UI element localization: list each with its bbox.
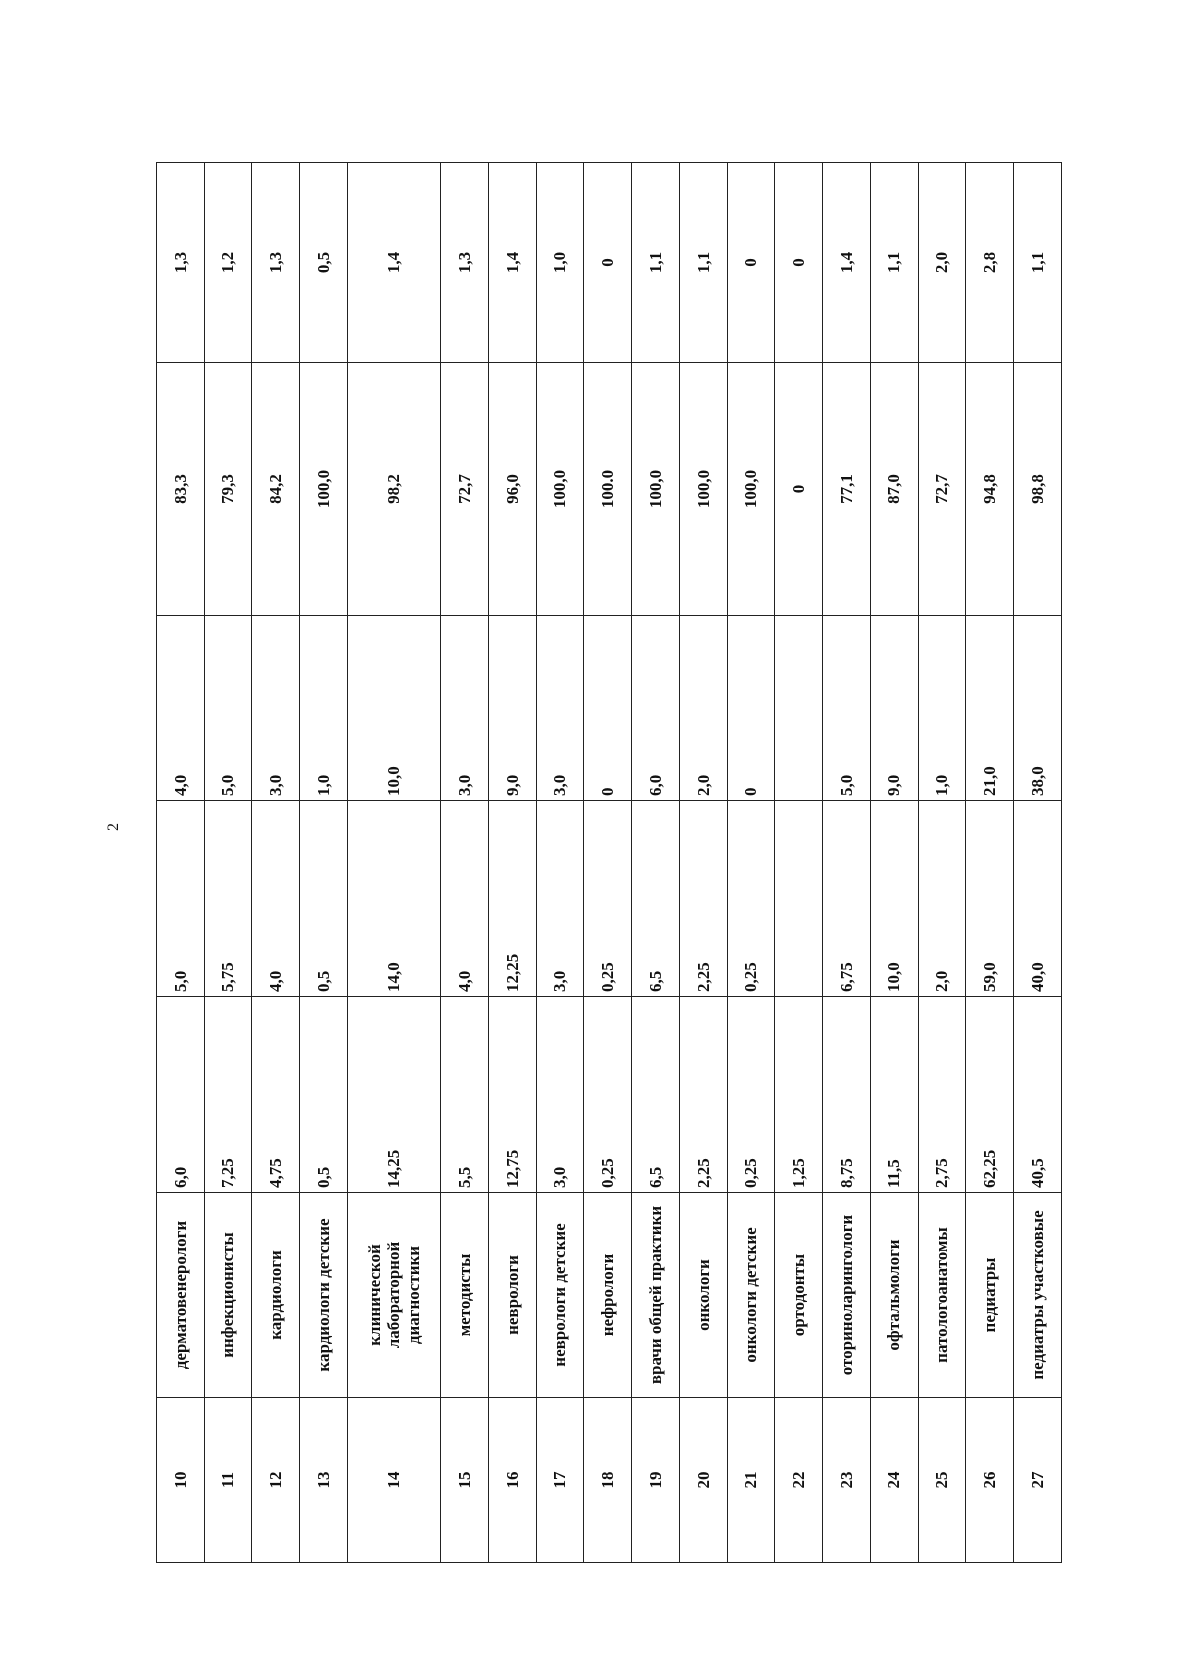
value-c-cell: 1,0 [918,616,966,801]
value-c-cell [775,616,823,801]
table-row [727,163,775,1563]
row-number-cell: 17 [536,1398,584,1563]
table-row [300,163,348,1563]
value-c-cell: 9,0 [488,616,536,801]
value-b-cell: 5,75 [204,801,252,997]
value-e-cell: 1,0 [536,163,584,363]
page-number: 2 [105,823,122,831]
value-d-cell: 100,0 [727,363,775,616]
value-b-cell: 12,25 [488,801,536,997]
staffing-table-container [156,163,1062,1563]
table-row [823,163,871,1563]
row-number-cell: 24 [870,1398,918,1563]
value-b-cell: 4,0 [252,801,300,997]
value-b-cell: 3,0 [536,801,584,997]
specialty-cell: клинической лабораторной диагностики [347,1193,440,1398]
value-c-cell: 5,0 [204,616,252,801]
value-a-cell: 0,25 [727,997,775,1193]
table-row [488,163,536,1563]
specialty-cell: врачи общей практики [632,1193,680,1398]
value-b-cell [775,801,823,997]
specialty-cell: ортодонты [775,1193,823,1398]
table-row [347,163,440,1563]
value-c-cell: 9,0 [870,616,918,801]
value-a-cell: 14,25 [347,997,440,1193]
value-b-cell: 6,75 [823,801,871,997]
specialty-cell: офтальмологи [870,1193,918,1398]
value-a-cell: 0,5 [300,997,348,1193]
value-d-cell: 100,0 [632,363,680,616]
row-number-cell: 11 [204,1398,252,1563]
value-d-cell: 84,2 [252,363,300,616]
value-d-cell: 83,3 [157,363,205,616]
value-d-cell: 100.0 [584,363,632,616]
specialty-cell: онкологи детские [727,1193,775,1398]
row-number-cell: 22 [775,1398,823,1563]
value-e-cell: 0 [775,163,823,363]
value-e-cell: 1,1 [632,163,680,363]
value-e-cell: 2,8 [966,163,1014,363]
table-row [632,163,680,1563]
value-d-cell: 79,3 [204,363,252,616]
staffing-table [156,162,1062,1563]
table-row [870,163,918,1563]
value-e-cell: 1,1 [870,163,918,363]
value-e-cell: 1,4 [823,163,871,363]
value-b-cell: 0,5 [300,801,348,997]
value-a-cell: 6,5 [632,997,680,1193]
value-e-cell: 1,4 [488,163,536,363]
value-d-cell: 100,0 [536,363,584,616]
row-number-cell: 26 [966,1398,1014,1563]
specialty-cell: неврологи детские [536,1193,584,1398]
value-a-cell: 4,75 [252,997,300,1193]
value-a-cell: 6,0 [157,997,205,1193]
value-a-cell: 11,5 [870,997,918,1193]
specialty-cell: методисты [441,1193,489,1398]
value-b-cell: 0,25 [584,801,632,997]
value-e-cell: 0 [727,163,775,363]
specialty-cell: кардиологи детские [300,1193,348,1398]
value-a-cell: 3,0 [536,997,584,1193]
row-number-cell: 27 [1014,1398,1062,1563]
value-c-cell: 38,0 [1014,616,1062,801]
value-b-cell: 6,5 [632,801,680,997]
row-number-cell: 23 [823,1398,871,1563]
value-c-cell: 3,0 [536,616,584,801]
value-b-cell: 40,0 [1014,801,1062,997]
value-a-cell: 1,25 [775,997,823,1193]
value-a-cell: 5,5 [441,997,489,1193]
value-e-cell: 1,3 [441,163,489,363]
value-d-cell: 87,0 [870,363,918,616]
value-b-cell: 59,0 [966,801,1014,997]
value-d-cell: 72,7 [918,363,966,616]
specialty-cell: патологоанатомы [918,1193,966,1398]
value-e-cell: 1,2 [204,163,252,363]
value-a-cell: 0,25 [584,997,632,1193]
row-number-cell: 25 [918,1398,966,1563]
row-number-cell: 18 [584,1398,632,1563]
value-e-cell: 1,3 [157,163,205,363]
value-b-cell: 14,0 [347,801,440,997]
row-number-cell: 20 [679,1398,727,1563]
value-e-cell: 1,3 [252,163,300,363]
row-number-cell: 10 [157,1398,205,1563]
value-b-cell: 2,0 [918,801,966,997]
value-c-cell: 2,0 [679,616,727,801]
row-number-cell: 15 [441,1398,489,1563]
value-b-cell: 0,25 [727,801,775,997]
row-number-cell: 21 [727,1398,775,1563]
value-a-cell: 40,5 [1014,997,1062,1193]
value-c-cell: 6,0 [632,616,680,801]
value-e-cell: 1,1 [1014,163,1062,363]
specialty-cell: дерматовенерологи [157,1193,205,1398]
value-a-cell: 8,75 [823,997,871,1193]
value-c-cell: 0 [584,616,632,801]
specialty-cell: педиатры участковые [1014,1193,1062,1398]
specialty-cell: педиатры [966,1193,1014,1398]
specialty-cell: нефрологи [584,1193,632,1398]
table-row [679,163,727,1563]
value-d-cell: 94,8 [966,363,1014,616]
value-c-cell: 0 [727,616,775,801]
table-row [441,163,489,1563]
value-e-cell: 0 [584,163,632,363]
specialty-cell: инфекционисты [204,1193,252,1398]
table-row [1014,163,1062,1563]
value-b-cell: 5,0 [157,801,205,997]
specialty-cell: неврологи [488,1193,536,1398]
value-e-cell: 0,5 [300,163,348,363]
table-row [252,163,300,1563]
row-number-cell: 19 [632,1398,680,1563]
table-row [584,163,632,1563]
row-number-cell: 13 [300,1398,348,1563]
table-row [204,163,252,1563]
table-row [966,163,1014,1563]
value-c-cell: 5,0 [823,616,871,801]
value-c-cell: 10,0 [347,616,440,801]
value-e-cell: 2,0 [918,163,966,363]
value-c-cell: 4,0 [157,616,205,801]
value-d-cell: 98,2 [347,363,440,616]
specialty-cell: кардиологи [252,1193,300,1398]
value-c-cell: 3,0 [252,616,300,801]
value-d-cell: 100,0 [300,363,348,616]
value-b-cell: 2,25 [679,801,727,997]
value-a-cell: 62,25 [966,997,1014,1193]
specialty-cell: онкологи [679,1193,727,1398]
table-row [775,163,823,1563]
value-c-cell: 21,0 [966,616,1014,801]
row-number-cell: 12 [252,1398,300,1563]
table-body [157,163,1062,1563]
value-d-cell: 100,0 [679,363,727,616]
value-d-cell: 77,1 [823,363,871,616]
row-number-cell: 16 [488,1398,536,1563]
table-row [918,163,966,1563]
value-b-cell: 10,0 [870,801,918,997]
value-d-cell: 72,7 [441,363,489,616]
table-row [157,163,205,1563]
value-a-cell: 12,75 [488,997,536,1193]
value-d-cell: 96,0 [488,363,536,616]
row-number-cell: 14 [347,1398,440,1563]
value-e-cell: 1,1 [679,163,727,363]
value-d-cell: 0 [775,363,823,616]
value-a-cell: 2,25 [679,997,727,1193]
table-row [536,163,584,1563]
value-e-cell: 1,4 [347,163,440,363]
value-d-cell: 98,8 [1014,363,1062,616]
value-a-cell: 7,25 [204,997,252,1193]
value-c-cell: 1,0 [300,616,348,801]
specialty-cell: оториноларингологи [823,1193,871,1398]
value-c-cell: 3,0 [441,616,489,801]
value-b-cell: 4,0 [441,801,489,997]
value-a-cell: 2,75 [918,997,966,1193]
